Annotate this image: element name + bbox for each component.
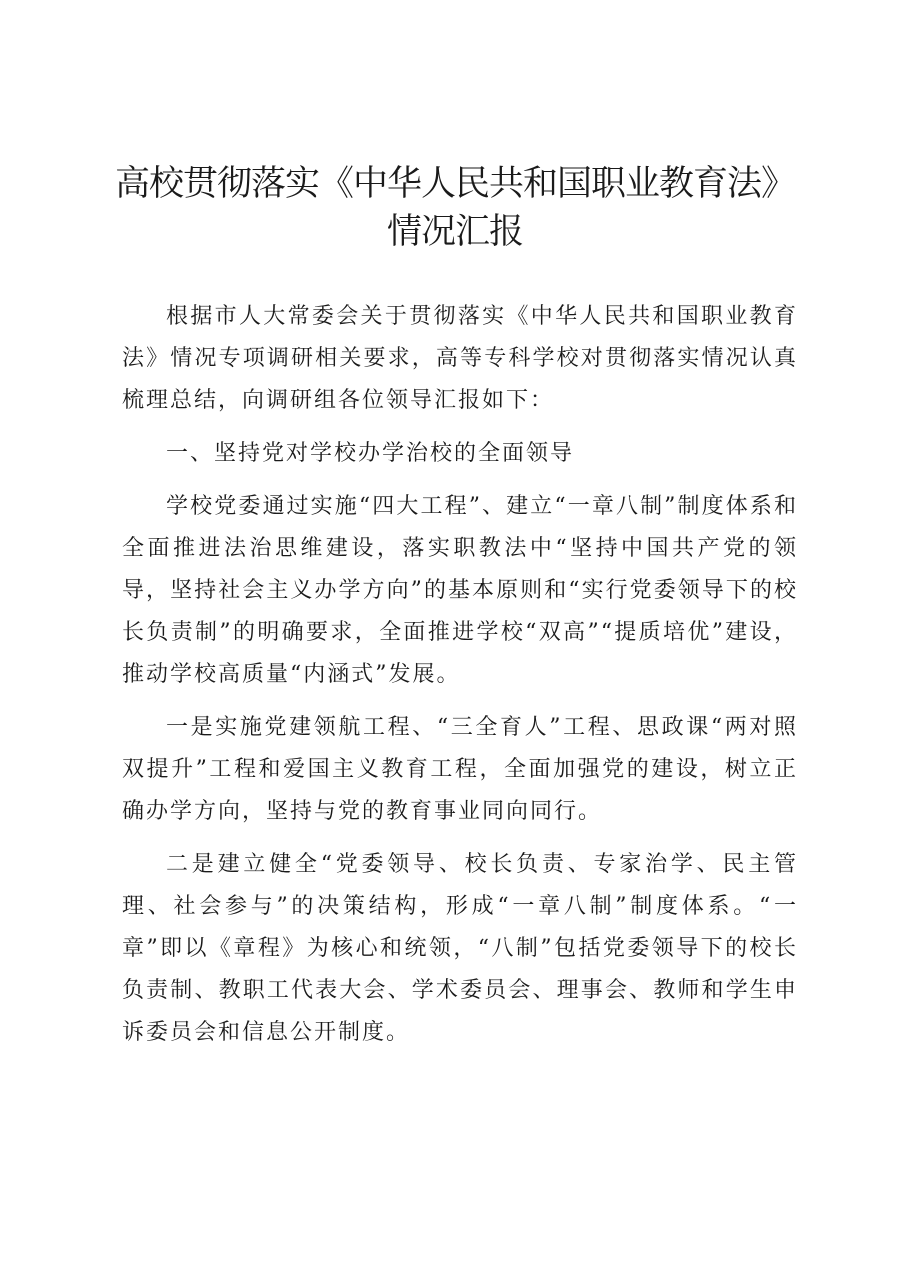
paragraph-intro: 根据市人大常委会关于贯彻落实《中华人民共和国职业教育法》情况专项调研相关要求，高等专科学校对贯彻落实情况认真梳理总结，向调研组各位领导汇报如下： xyxy=(122,304,798,413)
paragraph-point-one: 一是实施党建领航工程、“三全育人”工程、思政课“两对照双提升”工程和爱国主义教育工程，全面加强党的建设，树立正确办学方向，坚持与党的教育事业同向同行。 xyxy=(122,715,798,824)
paragraph-party-committee: 学校党委通过实施“四大工程”、建立“一章八制”制度体系和全面推进法治思维建设，落实职教法中“坚持中国共产党的领导，坚持社会主义办学方向”的基本原则和“实行党委领导下的校长负责制”的明确要求，全面推进学校“双高”“提质培优”建设，推动学校高质量“内涵式”发展。 xyxy=(122,494,798,687)
document-body xyxy=(122,296,798,1065)
document-title xyxy=(80,160,830,256)
section-heading-1: 一、坚持党对学校办学治校的全面领导 xyxy=(166,441,575,466)
title-line-2: 情况汇报 xyxy=(386,212,523,252)
paragraph-point-two: 二是建立健全“党委领导、校长负责、专家治学、民主管理、社会参与”的决策结构，形成“一章八制”制度体系。“一章”即以《章程》为核心和统领，“八制”包括党委领导下的校长负责制、教职工代表大会、学术委员会、理事会、教师和学生申诉委员会和信息公开制度。 xyxy=(122,852,798,1045)
title-line-1: 高校贯彻落实《中华人民共和国职业教育法》 xyxy=(114,164,795,204)
